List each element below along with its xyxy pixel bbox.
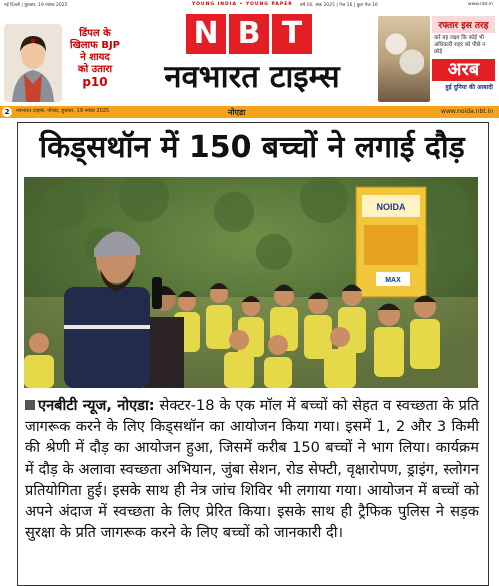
page-number: 2 [2, 107, 12, 117]
promo-tagline: हुई दुनिया की आबादी [445, 84, 493, 91]
tagline: YOUNG INDIA • YOUNG PAPER [192, 2, 293, 7]
article-photo [24, 177, 478, 388]
promo-big-word: अरब [432, 59, 495, 81]
article-dateline: एनबीटी न्यूज, नोएडा: [38, 397, 155, 414]
promo-crowd-image [378, 16, 430, 102]
logo-letter: B [229, 14, 269, 54]
promo-text: करें यह लक्ष्य कि कोई भी अधिकारी शहर को पीछे न छोड़े [434, 35, 486, 55]
logo-letter: N [186, 14, 226, 54]
logo-letter: T [272, 14, 312, 54]
venue-sign: NOIDA [376, 202, 406, 212]
section-url: www.noida.nbt.in [441, 108, 493, 115]
promo-line: ने शायद [80, 52, 110, 63]
promo-teaser[interactable] [64, 28, 126, 88]
masthead [0, 10, 499, 102]
promo-header: रफ्तार इस तरह [432, 16, 495, 33]
promo-page: p10 [82, 75, 108, 89]
nbt-logo [186, 14, 312, 54]
article-body [25, 395, 479, 543]
issue-line: वर्ष 16, अंक 2025 | पेज 16 | कुल पेज 16 [300, 3, 378, 8]
top-info-line [0, 0, 499, 10]
newspaper-title: नवभारत टाइम्स [164, 59, 340, 95]
promo-line: खिलाफ BJP [69, 40, 120, 51]
promo-line: डिंपल के [79, 28, 111, 39]
population-promo [432, 16, 495, 102]
promo-line: को उतारा [77, 64, 113, 75]
promo-photo [4, 24, 62, 102]
section-dateline: नवभारत टाइम्स, नोएडा, बुधवार, 19 नवंबर 2025 [16, 108, 110, 114]
section-name: नोएडा [228, 108, 246, 117]
article-text: सेक्टर-18 के एक मॉल में बच्चों को सेहत व स्वच्छता के प्रति जागरूक करने के लिए किड्सथॉन का आयोजन किया गया। इसमें 1, 2 और 3 किमी की श्रेणी में दौड़ का आयोजन हुआ, जिसमें करीब 150 बच्चों ने भाग लिया। कार्यक्रम में दौड़ के अलावा स्वच्छता अभियान, जुंबा सेशन, रोड सेफ्टी, वृक्षारोपण, ड्राइंग, स्लोगन प्रतियोगिता हुई। इसके साथ ही नेत्र जांच शिविर भी लगाया गया। आयोजन में बच्चों को अपने अंदाज में स्वच्छता के लिए प्रेरित किया। इसके साथ ही ट्रैफिक पुलिस ने सड़क सुरक्षा के प्रति जागरूक करने के लिए बच्चों को जानकारी दी। [25, 397, 479, 542]
bullet-square [25, 400, 35, 410]
date-line: नई दिल्ली | बुधवार, 19 नवंबर 2025 [4, 3, 68, 8]
section-bar [0, 106, 499, 118]
edition-url: www.nbt.in [467, 2, 493, 7]
banner-text: MAX [385, 277, 401, 284]
article-headline: किड्सथॉन में 150 बच्चों ने लगाई दौड़ [39, 130, 465, 165]
